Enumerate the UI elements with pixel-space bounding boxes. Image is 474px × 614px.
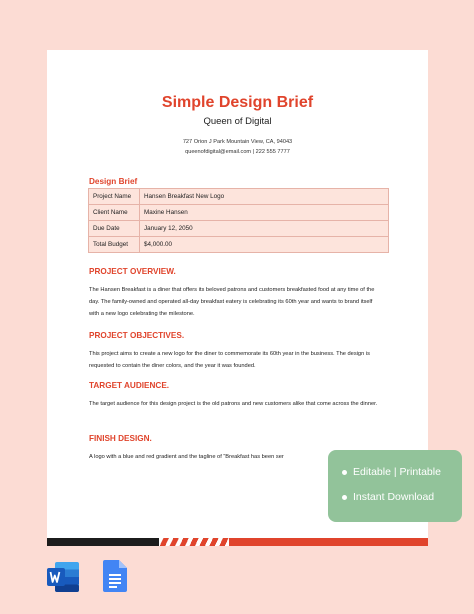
table-label: Due Date — [89, 221, 140, 237]
footer-stripes — [159, 538, 229, 546]
overview-heading: PROJECT OVERVIEW. — [89, 267, 176, 276]
table-value: Maxine Hansen — [140, 205, 389, 221]
design-brief-heading: Design Brief — [89, 177, 138, 186]
overview-text: The Hansen Breakfast is a diner that offers its beloved patrons and customers breakfasted food at any time of the day. The family-owned and operated all-day breakfast eatery is celebrating its 60th year and wants to brand itself with a new logo celebrating the milestone. — [89, 287, 375, 317]
finish-text: A logo with a blue and red gradient and the tagline of “Breakfast has been ser — [89, 454, 284, 460]
table-row — [89, 189, 389, 205]
table-label: Project Name — [89, 189, 140, 205]
objectives-heading: PROJECT OBJECTIVES. — [89, 331, 185, 340]
table-label: Client Name — [89, 205, 140, 221]
table-row — [89, 221, 389, 237]
audience-text: The target audience for this design project is the old patrons and new customers alike that come across the dinner. — [89, 401, 378, 407]
finish-heading: FINISH DESIGN. — [89, 434, 152, 443]
badge-row-download — [342, 491, 434, 503]
objectives-text: This project aims to create a new logo for the diner to commemorate its 60th year in the business. The design is requested to contain the diner colors, and the year it was founded. — [89, 351, 370, 369]
badge-text-editable: Editable | Printable — [353, 466, 441, 478]
company-address: 727 Orion J Park Mountain View, CA, 94043 — [182, 139, 293, 145]
google-docs-icon[interactable] — [103, 560, 127, 597]
document-subtitle: Queen of Digital — [203, 116, 272, 127]
bullet-icon — [342, 470, 347, 475]
table-label: Total Budget — [89, 237, 140, 253]
table-value: January 12, 2050 — [140, 221, 389, 237]
table-row — [89, 205, 389, 221]
table-value: Hansen Breakfast New Logo — [140, 189, 389, 205]
badge-row-editable — [342, 466, 441, 478]
brief-table — [88, 188, 389, 253]
table-value: $4,000.00 — [140, 237, 389, 253]
document-title: Simple Design Brief — [161, 94, 314, 111]
footer-dark-bar — [47, 538, 159, 546]
feature-badge — [328, 450, 462, 522]
badge-text-download: Instant Download — [353, 491, 435, 503]
table-row — [89, 237, 389, 253]
word-icon[interactable] — [47, 562, 81, 597]
company-contact: queenofdigital@email.com | 222 555 7777 — [185, 149, 290, 155]
bullet-icon — [342, 495, 347, 500]
audience-heading: TARGET AUDIENCE. — [89, 381, 170, 390]
